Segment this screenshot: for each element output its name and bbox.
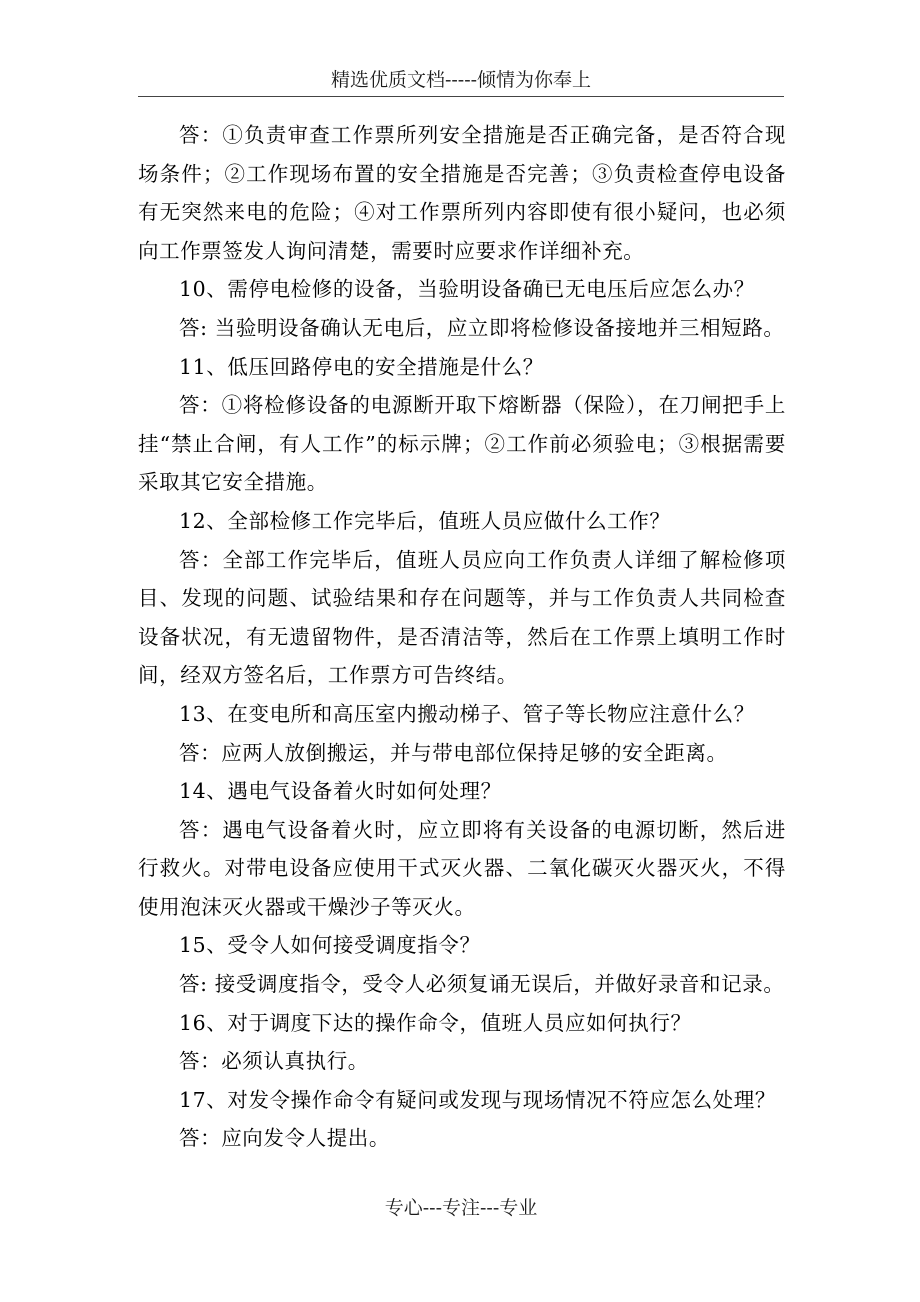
question-paragraph: 16、对于调度下达的操作命令，值班人员应如何执行？ bbox=[179, 1010, 692, 1035]
question-paragraph: 12、全部检修工作完毕后，值班人员应做什么工作？ bbox=[179, 508, 671, 533]
answer-paragraph: 答：应向发令人提出。 bbox=[179, 1126, 390, 1151]
question-paragraph: 17、对发令操作命令有疑问或发现与现场情况不符应怎么处理？ bbox=[179, 1087, 776, 1112]
answer-paragraph: 答：全部工作完毕后，值班人员应向工作负责人详细了解检修项目、发现的问题、试验结果和存在问题等，并与工作负责人共同检查设备状况，有无遗留物件，是否清洁等，然后在工作票上填明工作时间，经双方签名后，工作票方可告终结。 bbox=[138, 547, 786, 688]
answer-paragraph: 答：①负责审查工作票所列安全措施是否正确完备，是否符合现场条件；②工作现场布置的安全措施是否完善；③负责检查停电设备有无突然来电的危险；④对工作票所列内容即使有很小疑问，也必须向工作票签发人询问清楚，需要时应要求作详细补充。 bbox=[138, 123, 786, 263]
question-paragraph: 10、需停电检修的设备，当验明设备确已无电压后应怎么办？ bbox=[179, 277, 755, 302]
answer-paragraph: 答：应两人放倒搬运，并与带电部位保持足够的安全距离。 bbox=[179, 740, 728, 765]
answer-paragraph: 答：必须认真执行。 bbox=[179, 1049, 369, 1074]
answer-paragraph: 答: 接受调度指令，受令人必须复诵无误后，并做好录音和记录。 bbox=[179, 972, 785, 997]
header-rule bbox=[138, 96, 784, 97]
answer-paragraph: 答：①将检修设备的电源断开取下熔断器（保险），在刀闸把手上挂“禁止合闸，有人工作”的标示牌；②工作前必须验电；③根据需要采取其它安全措施。 bbox=[138, 393, 786, 495]
page-header: 精选优质文档-----倾情为你奉上 bbox=[330, 69, 592, 91]
page-footer: 专心---专注---专业 bbox=[384, 1197, 538, 1219]
answer-paragraph: 答：遇电气设备着火时，应立即将有关设备的电源切断，然后进行救火。对带电设备应使用干式灭火器、二氧化碳灭火器灭火，不得使用泡沫灭火器或干燥沙子等灭火。 bbox=[138, 817, 786, 919]
question-paragraph: 11、低压回路停电的安全措施是什么？ bbox=[179, 354, 544, 379]
question-paragraph: 14、遇电气设备着火时如何处理？ bbox=[179, 779, 502, 804]
document-body bbox=[138, 116, 786, 1158]
answer-paragraph: 答: 当验明设备确认无电后，应立即将检修设备接地并三相短路。 bbox=[179, 315, 785, 340]
question-paragraph: 13、在变电所和高压室内搬动梯子、管子等长物应注意什么？ bbox=[179, 701, 755, 726]
question-paragraph: 15、受令人如何接受调度指令？ bbox=[179, 933, 481, 958]
